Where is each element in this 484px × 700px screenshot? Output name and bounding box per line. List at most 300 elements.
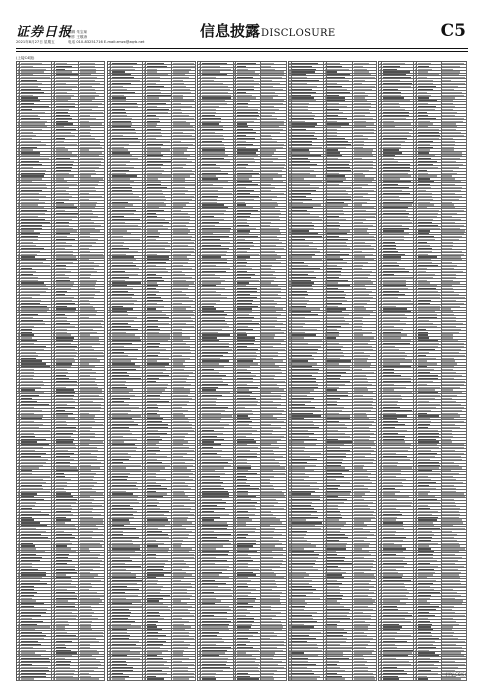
table-cell (79, 247, 105, 249)
cell-text (144, 606, 145, 607)
cell-text (112, 384, 125, 385)
cell-text (109, 647, 110, 648)
cell-text (173, 398, 192, 399)
table-cell (146, 409, 172, 411)
table-cell (20, 111, 52, 113)
cell-text (18, 366, 19, 367)
cell-text (80, 650, 96, 651)
cell-text (80, 207, 94, 208)
cell-text (112, 144, 129, 145)
table-cell (79, 496, 105, 498)
table-cell (79, 657, 105, 659)
table-cell (20, 299, 52, 301)
cell-text (261, 69, 274, 70)
cell-text (112, 360, 132, 361)
section-title-en: DISCLOSURE (261, 28, 336, 39)
table-cell (79, 585, 105, 587)
cell-text (109, 652, 110, 653)
cell-text (173, 485, 188, 486)
cell-text (147, 175, 171, 176)
table-cell (146, 446, 172, 448)
table-cell (55, 672, 79, 674)
cell-text (173, 337, 190, 338)
table-cell (111, 530, 143, 532)
table-cell (172, 140, 196, 142)
cell-text (80, 297, 94, 298)
table-cell (55, 377, 79, 379)
cell-text (80, 369, 92, 370)
table-cell (172, 467, 196, 469)
table-cell (20, 368, 52, 370)
table-cell (111, 230, 143, 232)
table-cell (55, 475, 79, 477)
table-cell (20, 120, 52, 122)
cell-text (53, 476, 54, 477)
cell-text (53, 439, 54, 440)
cell-text (80, 557, 98, 558)
cell-text (109, 178, 110, 179)
cell-text (21, 572, 46, 573)
cell-text (18, 496, 19, 497)
table-cell (55, 192, 79, 194)
cell-text (202, 132, 215, 133)
table-cell (79, 120, 105, 122)
cell-text (53, 427, 54, 428)
table-cell (20, 629, 52, 631)
cell-text (109, 320, 110, 321)
cell-text (80, 551, 89, 552)
cell-text (173, 638, 194, 639)
cell-text (109, 508, 110, 509)
cell-text (112, 644, 136, 645)
cell-text (56, 303, 75, 304)
cell-text (21, 418, 43, 419)
table-cell (20, 94, 52, 96)
cell-text (18, 337, 19, 338)
cell-text (18, 262, 19, 263)
table-cell (79, 571, 105, 573)
newspaper-logo: 证券日报 (16, 25, 73, 40)
cell-text (109, 485, 110, 486)
table-cell (20, 276, 52, 278)
cell-text (199, 83, 200, 84)
cell-text (53, 69, 54, 70)
table-cell (55, 579, 79, 581)
cell-text (109, 493, 110, 494)
cell-text (144, 519, 145, 520)
cell-text (173, 323, 186, 324)
cell-text (18, 199, 19, 200)
cell-text (53, 531, 54, 532)
cell-text (173, 343, 186, 344)
cell-text (18, 161, 19, 162)
cell-text (18, 187, 19, 188)
cell-text (56, 103, 75, 104)
cell-text (80, 256, 104, 257)
table-cell (79, 296, 105, 298)
table-cell (111, 420, 143, 422)
cell-text (234, 77, 235, 78)
cell-text (56, 100, 68, 101)
cell-text (18, 557, 19, 558)
table-cell (55, 400, 79, 402)
table-cell (79, 74, 105, 76)
cell-text (144, 537, 145, 538)
table-cell (172, 215, 196, 217)
cell-text (21, 522, 40, 523)
table-cell (20, 238, 52, 240)
table-cell (20, 406, 52, 408)
cell-text (56, 502, 77, 503)
cell-text (173, 511, 190, 512)
table-cell (261, 126, 287, 128)
table-cell (20, 536, 52, 538)
table-cell (172, 247, 196, 249)
table-cell (146, 608, 172, 610)
cell-text (56, 572, 78, 573)
cell-text (112, 658, 141, 659)
cell-text (56, 216, 77, 217)
cell-text (21, 233, 41, 234)
cell-text (112, 381, 127, 382)
cell-text (18, 97, 19, 98)
cell-text (199, 115, 200, 116)
cell-text (53, 459, 54, 460)
table-cell (146, 233, 172, 235)
table-cell (261, 120, 287, 122)
table-cell (172, 253, 196, 255)
cell-text (80, 254, 103, 255)
cell-text (56, 462, 70, 463)
cell-text (80, 164, 101, 165)
cell-text (21, 436, 35, 437)
cell-text (21, 297, 32, 298)
cell-text (80, 83, 100, 84)
cell-text (18, 268, 19, 269)
table-cell (79, 207, 105, 209)
table-cell (55, 530, 79, 532)
table-cell (79, 617, 105, 619)
cell-text (234, 118, 235, 119)
cell-text (18, 418, 19, 419)
cell-text (147, 447, 159, 448)
cell-text (173, 540, 183, 541)
table-cell (111, 134, 143, 136)
cell-text (109, 418, 110, 419)
cell-text (173, 204, 186, 205)
table-cell (111, 204, 143, 206)
table-cell (172, 296, 196, 298)
table-cell (146, 389, 172, 391)
table-cell (111, 643, 143, 645)
cell-text (109, 109, 110, 110)
cell-text (173, 340, 183, 341)
cell-text (18, 352, 19, 353)
cell-text (237, 109, 258, 110)
table-cell (79, 261, 105, 263)
table-cell (79, 525, 105, 527)
table-cell (172, 660, 196, 662)
table-cell (146, 296, 172, 298)
table-cell (146, 76, 172, 78)
cell-text (109, 641, 110, 642)
cell-text (21, 193, 40, 194)
table-cell (172, 172, 196, 174)
table-cell (79, 322, 105, 324)
table-cell (55, 235, 79, 237)
table-cell (172, 79, 196, 81)
table-cell (146, 392, 172, 394)
cell-text (144, 517, 145, 518)
table-cell (111, 299, 143, 301)
table-cell (79, 527, 105, 529)
cell-text (53, 381, 54, 382)
table-cell (172, 82, 196, 84)
cell-text (21, 106, 50, 107)
cell-text (112, 202, 128, 203)
cell-text (18, 329, 19, 330)
table-cell (20, 152, 52, 154)
cell-text (53, 418, 54, 419)
table-cell (146, 82, 172, 84)
cell-text (18, 375, 19, 376)
table-cell (236, 105, 260, 107)
cell-text (112, 589, 140, 590)
table-cell (261, 88, 287, 90)
table-cell (146, 438, 172, 440)
table-cell (146, 597, 172, 599)
cell-text (80, 398, 103, 399)
cell-text (173, 499, 190, 500)
table-cell (111, 201, 143, 203)
cell-text (144, 349, 145, 350)
table-cell (111, 400, 143, 402)
table-cell (172, 418, 196, 420)
table-cell (172, 412, 196, 414)
cell-text (53, 667, 54, 668)
table-cell (146, 152, 172, 154)
table-cell (20, 256, 52, 258)
table-cell (236, 74, 260, 76)
table-cell (111, 290, 143, 292)
cell-text (112, 531, 123, 532)
cell-text (21, 470, 33, 471)
table-cell (146, 571, 172, 573)
cell-text (144, 112, 145, 113)
table-cell (20, 452, 52, 454)
cell-text (202, 97, 231, 98)
table-cell (146, 264, 172, 266)
cell-text (112, 600, 141, 601)
cell-text (112, 340, 142, 341)
table-cell (172, 640, 196, 642)
cell-text (21, 626, 50, 627)
cell-text (173, 285, 189, 286)
cell-text (56, 207, 78, 208)
table-cell (55, 244, 79, 246)
table-cell (55, 71, 79, 73)
cell-text (21, 242, 33, 243)
cell-text (56, 352, 77, 353)
cell-text (21, 152, 40, 153)
cell-text (80, 456, 97, 457)
cell-text (144, 178, 145, 179)
cell-text (21, 603, 44, 604)
cell-text (147, 230, 158, 231)
cell-text (80, 678, 99, 679)
cell-text (53, 433, 54, 434)
table-cell (79, 160, 105, 162)
cell-text (144, 470, 145, 471)
table-cell (111, 293, 143, 295)
table-cell (236, 128, 260, 130)
cell-text (53, 384, 54, 385)
cell-text (21, 274, 34, 275)
cell-text (109, 204, 110, 205)
cell-text (147, 658, 163, 659)
cell-text (144, 652, 145, 653)
table-cell (111, 631, 143, 633)
table-cell (55, 522, 79, 524)
cell-text (56, 493, 71, 494)
table-cell (261, 114, 287, 116)
cell-text (21, 473, 32, 474)
cell-text (21, 441, 37, 442)
cell-text (21, 450, 35, 451)
table-cell (146, 536, 172, 538)
cell-text (56, 499, 77, 500)
table-cell (172, 230, 196, 232)
table-cell (172, 394, 196, 396)
table-cell (111, 322, 143, 324)
cell-text (147, 652, 163, 653)
table-cell (55, 261, 79, 263)
table-cell (79, 305, 105, 307)
cell-text (147, 369, 166, 370)
cell-text (56, 545, 68, 546)
cell-text (147, 202, 164, 203)
cell-text (109, 306, 110, 307)
cell-text (21, 126, 48, 127)
cell-text (53, 228, 54, 229)
table-cell (55, 438, 79, 440)
table-cell (172, 559, 196, 561)
cell-text (80, 300, 89, 301)
table-cell (79, 438, 105, 440)
cell-text (56, 314, 66, 315)
cell-text (21, 323, 46, 324)
table-cell (111, 435, 143, 437)
table-cell (20, 490, 52, 492)
cell-text (18, 308, 19, 309)
cell-text (56, 187, 69, 188)
cell-text (112, 603, 132, 604)
cell-text (202, 89, 230, 90)
table-cell (79, 230, 105, 232)
cell-text (21, 661, 50, 662)
table-cell (20, 371, 52, 373)
cell-text (53, 499, 54, 500)
table-cell (111, 357, 143, 359)
cell-text (112, 404, 129, 405)
table-cell (111, 131, 143, 133)
cell-text (112, 95, 124, 96)
cell-text (56, 496, 74, 497)
cell-text (80, 427, 92, 428)
table-cell (146, 545, 172, 547)
cell-text (80, 676, 90, 677)
cell-text (80, 308, 95, 309)
table-cell (172, 475, 196, 477)
table-cell (146, 218, 172, 220)
cell-text (21, 181, 33, 182)
cell-text (53, 184, 54, 185)
cell-text (202, 80, 214, 81)
table-cell (146, 368, 172, 370)
cell-text (18, 638, 19, 639)
cell-text (147, 560, 168, 561)
cell-text (53, 525, 54, 526)
cell-text (56, 583, 71, 584)
table-cell (79, 551, 105, 553)
table-cell (20, 464, 52, 466)
cell-text (53, 66, 54, 67)
cell-text (18, 132, 19, 133)
cell-text (53, 465, 54, 466)
cell-text (173, 583, 191, 584)
table-cell (79, 204, 105, 206)
cell-text (112, 363, 135, 364)
cell-text (109, 407, 110, 408)
table-cell (20, 311, 52, 313)
cell-text (53, 673, 54, 674)
cell-text (56, 233, 71, 234)
cell-text (144, 502, 145, 503)
cell-text (21, 404, 49, 405)
cell-text (144, 181, 145, 182)
table-cell (172, 551, 196, 553)
table-cell (20, 259, 52, 261)
cell-text (56, 95, 74, 96)
table-cell (172, 553, 196, 555)
table-cell (79, 181, 105, 183)
table-cell (55, 551, 79, 553)
cell-text (109, 280, 110, 281)
cell-text (18, 531, 19, 532)
cell-text (18, 173, 19, 174)
table-cell (79, 392, 105, 394)
cell-text (173, 450, 194, 451)
table-cell (146, 186, 172, 188)
table-cell (20, 71, 52, 73)
cell-text (56, 147, 65, 148)
table-cell (172, 487, 196, 489)
table-cell (55, 181, 79, 183)
table-cell (20, 525, 52, 527)
table-cell (146, 383, 172, 385)
table-cell (172, 311, 196, 313)
cell-text (109, 245, 110, 246)
producer-line: 制作 王敬涛 (68, 35, 88, 39)
table-cell (20, 403, 52, 405)
cell-text (80, 230, 100, 231)
cell-text (173, 280, 186, 281)
cell-text (21, 427, 40, 428)
cell-text (109, 517, 110, 518)
table-cell (111, 571, 143, 573)
table-cell (79, 634, 105, 636)
cell-text (53, 126, 54, 127)
